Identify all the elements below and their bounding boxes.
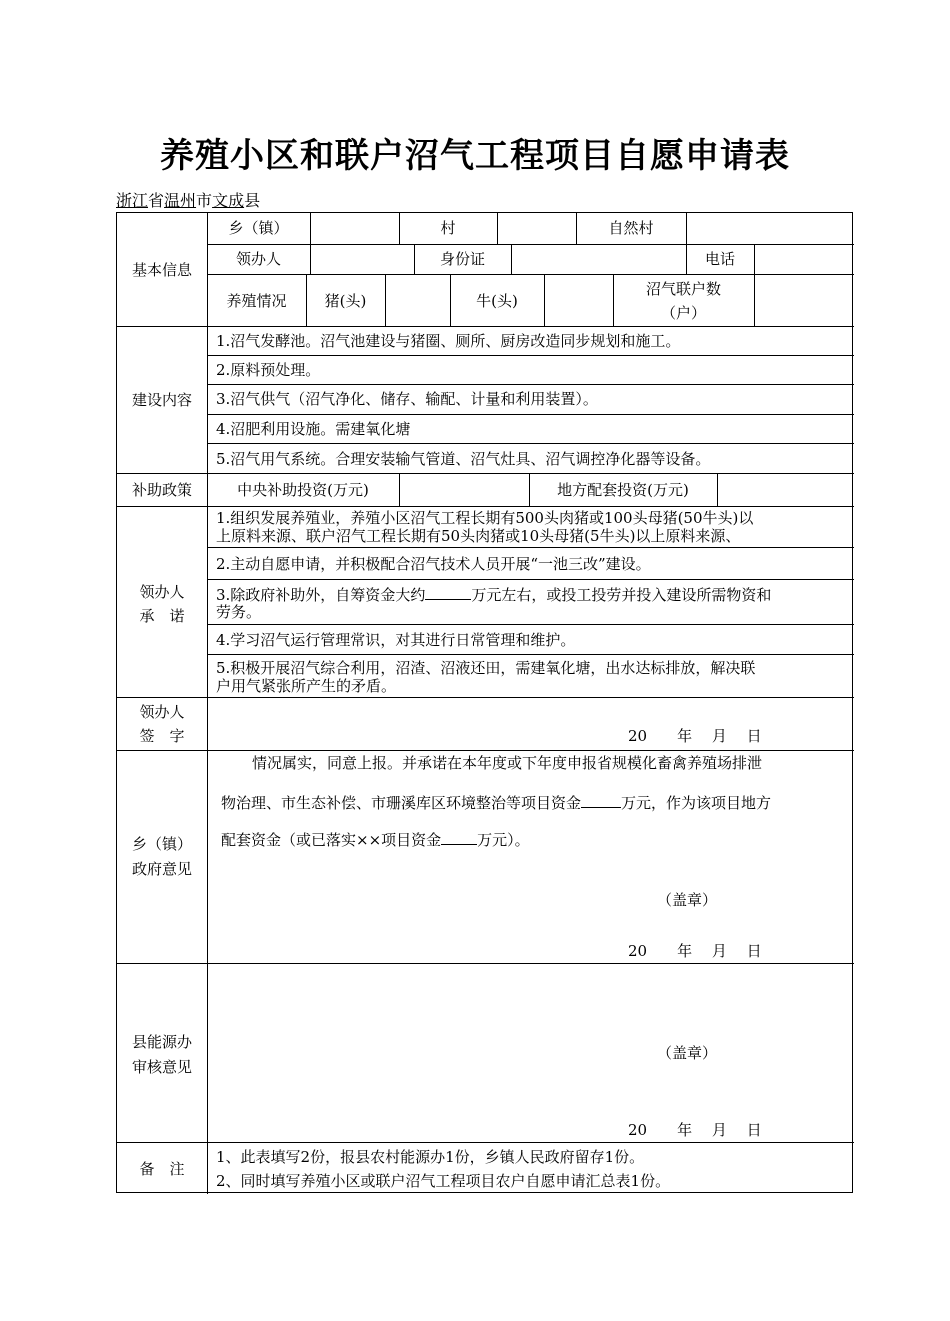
promise-item-3-text-2: 万元左右，或投工投劳并投入建设所需物资和 <box>471 586 772 604</box>
promise-item-4: 4.学习沼气运行管理常识，对其进行日常管理和维护。 <box>216 631 576 649</box>
promise-item-3-text: 3.除政府补助外，自筹资金大约 <box>216 586 426 604</box>
county-date: 20 年 月 日 <box>628 1121 762 1139</box>
signature-label-2: 签 字 <box>139 727 185 745</box>
construction-item: 2.原料预处理。 <box>216 361 321 379</box>
row-divider <box>117 963 854 964</box>
township-opinion-text-3 <box>221 830 530 849</box>
row-divider <box>207 414 854 415</box>
row-divider <box>117 1142 854 1143</box>
promise-item-2: 2.主动自愿申请，并积极配合沼气技术人员开展“一池三改”建设。 <box>216 555 651 573</box>
promise-item-3 <box>216 585 771 604</box>
signature-date: 20 年 月 日 <box>628 727 762 745</box>
column-divider <box>310 213 311 274</box>
remark-line-2: 2、同时填写养殖小区或联户沼气工程项目农户自愿申请汇总表1份。 <box>216 1172 671 1190</box>
township-opinion-text-2b: 万元，作为该项目地方 <box>621 794 772 812</box>
self-funding-blank[interactable] <box>425 585 471 600</box>
row-divider <box>207 624 854 625</box>
township-opinion-label: 乡（镇） <box>131 835 192 853</box>
township-opinion-text: 情况属实，同意上报。并承诺在本年度或下年度申报省规模化畜禽养殖场排泄 <box>252 754 763 772</box>
households-label: 沼气联户数 <box>645 280 721 298</box>
column-divider <box>497 213 498 244</box>
county-opinion-label-2: 审核意见 <box>131 1058 192 1076</box>
promise-label-2: 承 诺 <box>139 607 185 625</box>
county-name: 文成 <box>212 191 245 210</box>
township-opinion-text-3a: 配套资金（或已落实××项目资金 <box>221 831 442 849</box>
natural-village-label: 自然村 <box>608 219 654 237</box>
promise-item-5: 5.积极开展沼气综合利用，沼渣、沼液还田，需建氧化塘，出水达标排放，解决联 <box>216 659 756 677</box>
row-divider <box>207 579 854 580</box>
construction-item: 4.沼肥利用设施。需建氧化塘 <box>216 420 411 438</box>
column-divider <box>511 244 512 274</box>
construction-item: 5.沼气用气系统。合理安装输气管道、沼气灶具、沼气调控净化器等设备。 <box>216 450 711 468</box>
basic-info-label: 基本信息 <box>131 261 192 279</box>
pig-label: 猪(头) <box>324 292 367 310</box>
location-line <box>116 188 260 211</box>
township-date: 20 年 月 日 <box>628 942 762 960</box>
local-matching-label: 地方配套投资(万元) <box>557 481 689 499</box>
county-seal: （盖章） <box>657 1044 718 1062</box>
cattle-label: 牛(头) <box>476 292 518 310</box>
row-divider <box>117 697 854 698</box>
column-divider <box>544 274 545 326</box>
promise-item-1-cont: 上原料来源、联户沼气工程长期有50头肉猪或10头母猪(5牛头)以上原料来源、 <box>216 527 741 545</box>
central-subsidy-label: 中央补助投资(万元) <box>237 481 369 499</box>
row-divider <box>207 384 854 385</box>
row-divider <box>117 473 854 474</box>
breeding-label: 养殖情况 <box>226 292 287 310</box>
column-divider <box>686 213 687 244</box>
column-divider <box>207 213 208 1194</box>
id-card-label: 身份证 <box>439 250 485 268</box>
project-fund-blank[interactable] <box>441 830 477 845</box>
row-divider <box>207 443 854 444</box>
row-divider <box>117 506 854 507</box>
row-divider <box>207 355 854 356</box>
construction-item: 3.沼气供气（沼气净化、储存、输配、计量和利用装置）。 <box>216 390 598 408</box>
households-unit: （户） <box>660 304 706 322</box>
application-table <box>116 212 853 1193</box>
column-divider <box>399 473 400 506</box>
construction-label: 建设内容 <box>131 391 192 409</box>
township-opinion-text-2a: 物治理、市生态补偿、市珊溪库区环境整治等项目资金 <box>221 794 582 812</box>
promise-item-1: 1.组织发展养殖业，养殖小区沼气工程长期有500头肉猪或100头母猪(50牛头)以 <box>216 509 754 527</box>
page-title: 养殖小区和联户沼气工程项目自愿申请表 <box>160 136 790 176</box>
row-divider <box>207 547 854 548</box>
village-label: 村 <box>440 219 456 237</box>
handler-label: 领办人 <box>235 250 281 268</box>
phone-label: 电话 <box>704 250 735 268</box>
column-divider <box>754 244 755 326</box>
city-name: 温州 <box>164 191 197 210</box>
township-label: 乡（镇） <box>228 219 289 237</box>
row-divider <box>117 750 854 751</box>
province-name: 浙江 <box>116 191 149 210</box>
promise-label: 领办人 <box>139 583 185 601</box>
remark-line-1: 1、此表填写2份，报县农村能源办1份，乡镇人民政府留存1份。 <box>216 1148 645 1166</box>
column-divider <box>717 473 718 506</box>
township-seal: （盖章） <box>657 891 718 909</box>
city-suffix: 市 <box>196 191 213 210</box>
promise-item-3-cont: 劳务。 <box>216 603 262 621</box>
township-opinion-text-2 <box>221 793 771 812</box>
fund-amount-blank[interactable] <box>581 793 621 808</box>
remarks-label: 备 注 <box>139 1160 185 1178</box>
promise-item-5-cont: 户用气紧张所产生的矛盾。 <box>216 677 397 695</box>
row-divider <box>207 654 854 655</box>
construction-item: 1.沼气发酵池。沼气池建设与猪圈、厕所、厨房改造同步规划和施工。 <box>216 332 681 350</box>
column-divider <box>385 274 386 326</box>
county-opinion-label: 县能源办 <box>131 1033 192 1051</box>
row-divider <box>207 274 854 275</box>
province-suffix: 省 <box>148 191 165 210</box>
county-suffix: 县 <box>244 191 261 210</box>
row-divider <box>207 244 854 245</box>
signature-label: 领办人 <box>139 703 185 721</box>
subsidy-label: 补助政策 <box>131 481 192 499</box>
township-opinion-text-3b: 万元）。 <box>477 831 530 849</box>
row-divider <box>117 326 854 327</box>
township-opinion-label-2: 政府意见 <box>131 860 192 878</box>
